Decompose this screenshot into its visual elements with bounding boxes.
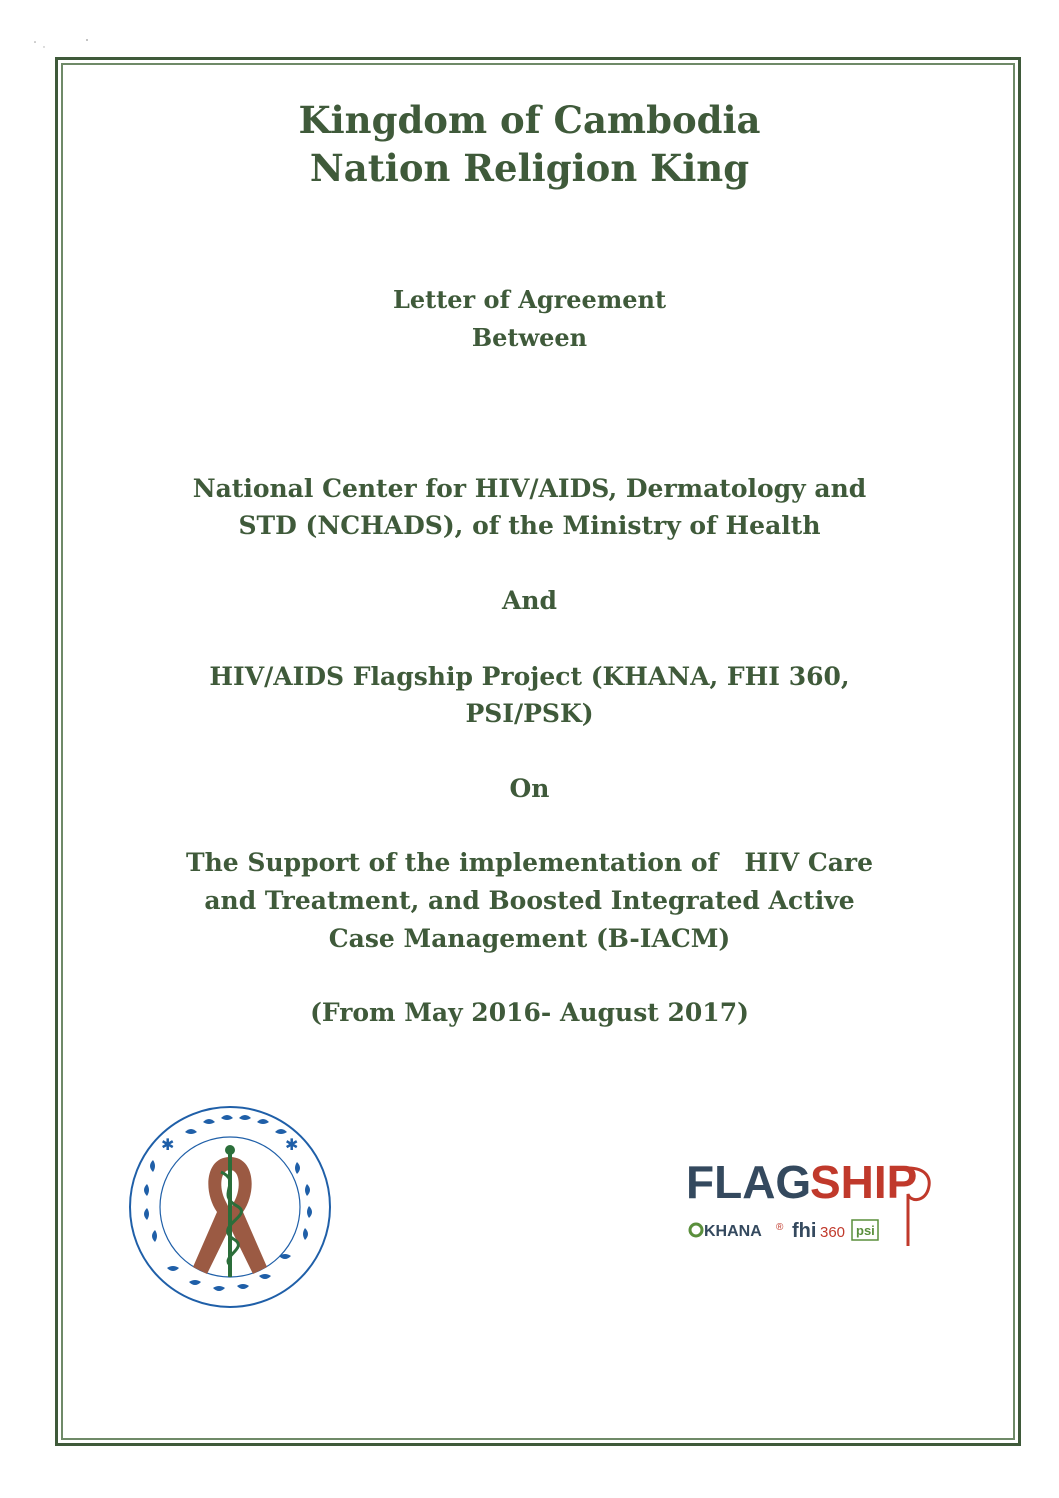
khana-mark-icon: ®: [776, 1222, 784, 1233]
agreement-period: [0, 994, 1059, 1031]
document-type: [0, 281, 1059, 357]
partner-khana: KHANA: [704, 1223, 762, 1240]
subject-line2: and Treatment, and Boosted Integrated Active: [204, 886, 855, 915]
conjunction-and: [0, 582, 1059, 619]
second-party-line1: HIV/AIDS Flagship Project (KHANA, FHI 360,: [209, 662, 850, 691]
scan-artifact-dots: [30, 30, 90, 50]
first-party: [0, 470, 1059, 544]
flagship-title-part1: FLAG: [686, 1156, 812, 1208]
on-label: [0, 770, 1059, 807]
subject-line1: The Support of the implementation of HIV Care: [186, 848, 873, 877]
partner-fhi-360: 360: [820, 1224, 846, 1241]
page-header: [0, 96, 1059, 192]
nchads-seal-logo: [125, 1102, 335, 1312]
partner-psi: psi: [856, 1223, 875, 1238]
second-party: [0, 658, 1059, 732]
second-party-line2: PSI/PSK): [465, 699, 594, 728]
header-line-motto: Nation Religion King: [309, 146, 750, 190]
ribbon-caduceus-icon: [193, 1145, 267, 1277]
first-party-line1: National Center for HIV/AIDS, Dermatology and: [192, 474, 867, 503]
subject-line3: Case Management (B-IACM): [328, 924, 731, 953]
flagship-title-part2: SHIP: [810, 1156, 918, 1208]
svg-text:✱: ✱: [285, 1135, 299, 1154]
khana-circle-icon: [690, 1224, 702, 1236]
document-type-line1: Letter of Agreement: [392, 285, 667, 314]
header-line-kingdom: Kingdom of Cambodia: [298, 98, 761, 142]
on-text: On: [509, 774, 550, 803]
first-party-line2: STD (NCHADS), of the Ministry of Health: [238, 511, 821, 540]
conjunction-text: And: [501, 586, 558, 615]
agreement-subject: [0, 844, 1059, 958]
document-type-line2: Between: [471, 323, 588, 352]
svg-text:✱: ✱: [161, 1135, 175, 1154]
partner-fhi: fhi: [792, 1220, 817, 1242]
period-text: (From May 2016- August 2017): [310, 998, 749, 1027]
flagship-project-logo: [680, 1150, 940, 1250]
